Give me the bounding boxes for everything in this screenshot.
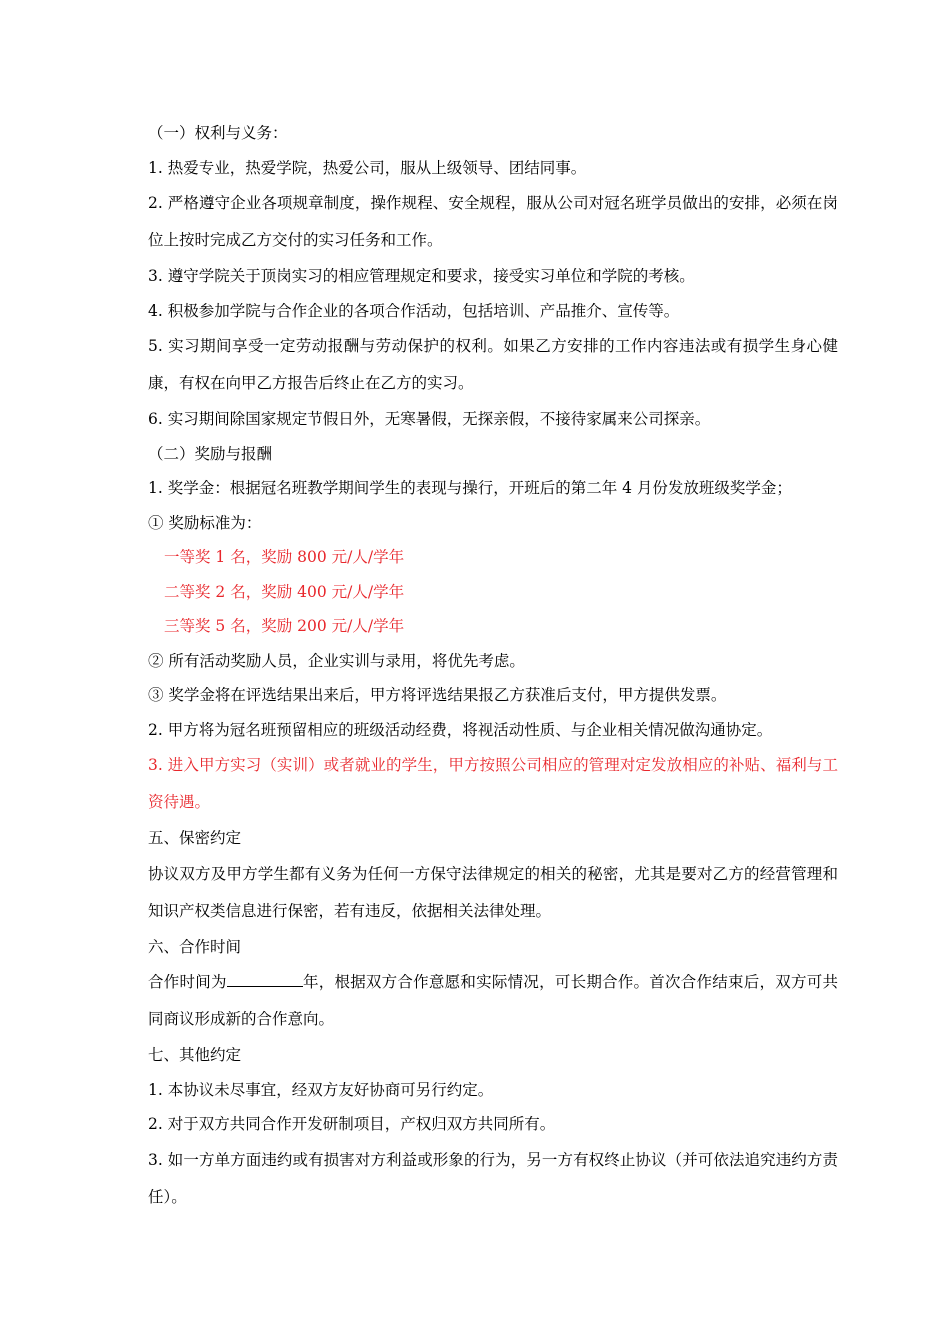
- prize-second: 二等奖 2 名，奖励 400 元/人/学年: [164, 582, 405, 601]
- other-item-3: 3. 如一方单方面违约或有损害对方利益或形象的行为，另一方有权终止协议（并可依法追究违约方责任）。: [148, 1150, 838, 1206]
- section6-heading: 六、合作时间: [148, 937, 242, 956]
- section6-body: [112, 964, 838, 1038]
- reward-item-2: 2. 甲方将为冠名班预留相应的班级活动经费，将视活动性质、与企业相关情况做沟通协定。: [148, 720, 773, 739]
- section5-body: 协议双方及甲方学生都有义务为任何一方保守法律规定的相关的秘密，尤其是要对乙方的经营管理和知识产权类信息进行保密，若有违反，依据相关法律处理。: [148, 864, 838, 920]
- rights-item-6: 6. 实习期间除国家规定节假日外，无寒暑假，无探亲假，不接待家属来公司探亲。: [148, 410, 711, 428]
- reward-item-3: 3. 进入甲方实习（实训）或者就业的学生，甲方按照公司相应的管理对定发放相应的补贴、福利与工资待遇。: [148, 756, 838, 811]
- rights-item-4: 4. 积极参加学院与合作企业的各项合作活动，包括培训、产品推介、宣传等。: [148, 301, 680, 320]
- rights-item-2: 2. 严格遵守企业各项规章制度，操作规程、安全规程，服从公司对冠名班学员做出的安排，必须在岗位上按时完成乙方交付的实习任务和工作。: [148, 194, 838, 249]
- prize-first: 一等奖 1 名，奖励 800 元/人/学年: [164, 548, 405, 566]
- section5-heading: 五、保密约定: [148, 829, 242, 847]
- reward-standard: ① 奖励标准为：: [148, 513, 262, 532]
- duration-blank-field: [227, 972, 303, 987]
- reward-payment: ③ 奖学金将在评选结果出来后，甲方将评选结果报乙方获准后支付，甲方提供发票。: [148, 686, 727, 704]
- rights-heading: （一）权利与义务：: [148, 124, 288, 142]
- rights-item-5: 5. 实习期间享受一定劳动报酬与劳动保护的权利。如果乙方安排的工作内容违法或有损学生身心健康，有权在向甲乙方报告后终止在乙方的实习。: [148, 337, 838, 392]
- reward-item-1: 1. 奖学金：根据冠名班教学期间学生的表现与操行，开班后的第二年 4 月份发放班级奖学金；: [148, 479, 792, 497]
- section7-heading: 七、其他约定: [148, 1046, 242, 1064]
- document-page: [112, 116, 838, 1216]
- prize-third: 三等奖 5 名，奖励 200 元/人/学年: [164, 617, 405, 635]
- reward-priority: ② 所有活动奖励人员，企业实训与录用，将优先考虑。: [148, 651, 525, 670]
- other-item-2: 2. 对于双方共同合作开发研制项目，产权归双方共同所有。: [148, 1115, 556, 1133]
- other-item-1: 1. 本协议未尽事宜，经双方友好协商可另行约定。: [148, 1080, 494, 1099]
- reward-heading: （二）奖励与报酬: [148, 444, 273, 463]
- rights-item-3: 3. 遵守学院关于顶岗实习的相应管理规定和要求，接受实习单位和学院的考核。: [148, 267, 695, 285]
- section6-body-before: 合作时间为: [148, 973, 227, 991]
- section6-body-after: 年，根据双方合作意愿和实际情况，可长期合作。首次合作结束后，双方可共同商议形成新的合作意向。: [148, 973, 838, 1028]
- rights-item-1: 1. 热爱专业，热爱学院，热爱公司，服从上级领导、团结同事。: [148, 158, 587, 177]
